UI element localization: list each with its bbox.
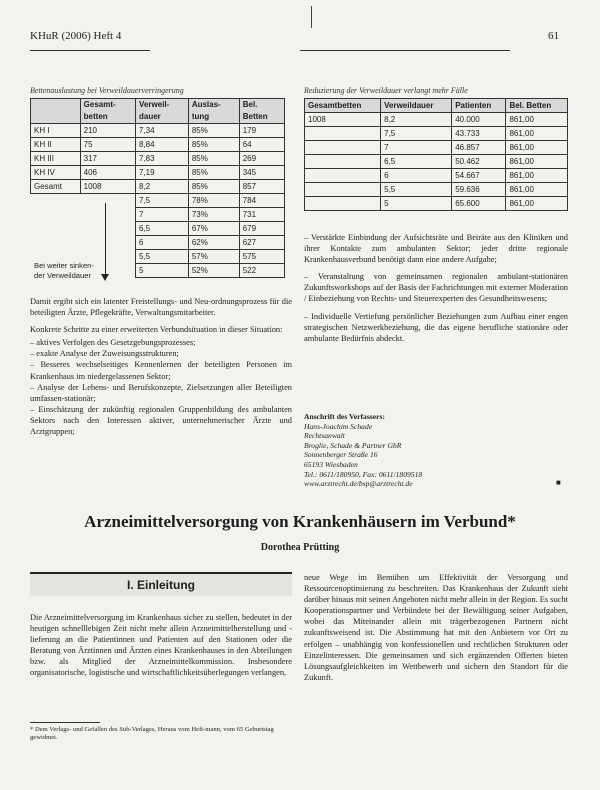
table-cell: 75 — [80, 138, 135, 152]
table-cell: 861,00 — [506, 141, 568, 155]
table-cell: 59.636 — [452, 183, 506, 197]
address-line: Sonnenberger Straße 16 — [304, 450, 378, 460]
table-cell: 40.000 — [452, 113, 506, 127]
list-item: – aktives Verfolgen des Gesetzgebungsprozesses; — [30, 338, 196, 348]
table-cell: 54.667 — [452, 169, 506, 183]
table-cell: 861,00 — [506, 169, 568, 183]
table-cell: Gesamt — [31, 180, 81, 194]
table-cell: 85% — [188, 124, 239, 138]
list-item: – Analyse der Lebens- und Berufskonzepte, Zielsetzungen aller Beteiligten umfassen-stationär; — [30, 382, 292, 403]
column-header: Auslas- tung — [188, 99, 239, 124]
table-cell: 1008 — [305, 113, 381, 127]
upper-left-column — [30, 296, 292, 437]
header-rule-left — [30, 50, 150, 51]
table-cell — [80, 236, 135, 250]
table-cell: 5,5 — [381, 183, 452, 197]
table-cell: 50.462 — [452, 155, 506, 169]
table-cell: 67% — [188, 222, 239, 236]
table-cell: 6,5 — [381, 155, 452, 169]
table-cell: 8,84 — [135, 138, 188, 152]
column-header: Patienten — [452, 99, 506, 113]
table-cell: 522 — [239, 264, 284, 278]
table-cell: 784 — [239, 194, 284, 208]
paragraph: – Veranstaltung von gemeinsamen regionalen ambulant-stationären Zukunftsworkshops auf der Basis der Fachrichtungen mit externer Moderation / Einbeziehung von Rechts- und Steuerexperten des Gesundheitswesens; — [304, 272, 568, 304]
table-cell: KH I — [31, 124, 81, 138]
table-cell: 5 — [135, 264, 188, 278]
paragraph: – Verstärkte Einbindung der Aufsichtsräte und Beiräte aus den Kliniken und ihrer Kontakte zum ambulanten Sektor; jeder dritte regionale Krankenhausverbund benötigt dann eine andere Aufgabe; — [304, 233, 568, 265]
table-cell — [31, 194, 81, 208]
table-cell — [305, 141, 381, 155]
table-cell: 1008 — [80, 180, 135, 194]
column-header — [31, 99, 81, 124]
table-cell — [80, 194, 135, 208]
table-cell — [305, 197, 381, 211]
table-cell: KH IV — [31, 166, 81, 180]
table-cell: 85% — [188, 138, 239, 152]
column-header: Gesamt- betten — [80, 99, 135, 124]
table-cell — [31, 222, 81, 236]
table-cell: 861,00 — [506, 197, 568, 211]
address-line: Rechtsanwalt — [304, 431, 345, 441]
faelle-table — [304, 98, 568, 211]
table-cell: 6 — [381, 169, 452, 183]
table-cell: 179 — [239, 124, 284, 138]
table-cell: 8,2 — [381, 113, 452, 127]
table-cell: 85% — [188, 152, 239, 166]
table-row — [31, 166, 285, 180]
header-rule-right — [300, 50, 510, 51]
table-cell: 345 — [239, 166, 284, 180]
table-cell: 8,2 — [135, 180, 188, 194]
address-line: www.arztrecht.de/bsp@arztrecht.de — [304, 479, 413, 489]
table-cell: 317 — [80, 152, 135, 166]
table-cell: 78% — [188, 194, 239, 208]
table-cell: 861,00 — [506, 113, 568, 127]
table-row — [31, 180, 285, 194]
table-cell: 575 — [239, 250, 284, 264]
column-header: Verweildauer — [381, 99, 452, 113]
list-item: – Einschätzung der zukünftig regionalen Gruppenbildung des ambulanten Sektors nach den Interessen aktiver, unternehmerischer Ärzte und Arztgruppen; — [30, 404, 292, 437]
upper-right-column — [304, 232, 568, 350]
table-cell: KH III — [31, 152, 81, 166]
table-cell: 857 — [239, 180, 284, 194]
table-cell — [305, 169, 381, 183]
address-line: 65193 Wiesbaden — [304, 459, 358, 469]
table-cell: 7 — [381, 141, 452, 155]
table-cell: 6 — [135, 236, 188, 250]
paragraph: Damit ergibt sich ein latenter Freistellungs- und Neu-ordnungsprozess für die beteiligten Ärzte, Pflegekräfte, Verwaltungsmitarbeiter. — [30, 297, 292, 318]
table-cell: 7 — [135, 208, 188, 222]
table-cell: KH II — [31, 138, 81, 152]
address-line: Tel.: 0611/180950, Fax: 0611/1809518 — [304, 469, 423, 479]
table-note: Bei weiter sinken- der Verweildauer — [34, 261, 94, 280]
table-row — [305, 197, 568, 211]
table-cell: 210 — [80, 124, 135, 138]
table-row — [31, 222, 285, 236]
list-item: – exakte Analyse der Zuweisungsstrukturen; — [30, 349, 179, 359]
table-cell: 6,5 — [135, 222, 188, 236]
table-cell — [305, 155, 381, 169]
table-row — [305, 127, 568, 141]
table-cell: 7,5 — [135, 194, 188, 208]
table-row — [305, 141, 568, 155]
table-row — [305, 155, 568, 169]
table-cell: 46.857 — [452, 141, 506, 155]
table-row — [31, 236, 285, 250]
table-cell: 52% — [188, 264, 239, 278]
article-left-column: Die Arzneimittelversorgung im Krankenhaus sicher zu stellen, bedeutet in der heutigen schnelllebigen Zeit nicht mehr allein Arzneimittelherstellung und -lieferung an die Patientinnen und Patienten auf den Stationen oder die Beratung von Ärztinnen und Ärzten eines Krankenhauses in den Abteilungen bzw. als Mitglied der Arzneimittelkommission. Insbesondere organisatorische, logistische und wirtschaftlichkeitsüberlegungen verlangen, — [30, 613, 292, 678]
table-cell: 627 — [239, 236, 284, 250]
article-right-column: neue Wege im Bemühen um Effektivität der Versorgung und Ressourcenoptimierung zu beschreiten. Das Krankenhaus der Zukunft sieht darüber hinaus mit seinen Angeboten nicht mehr allein in der Region. Es sucht Kooperationspartner und Verbündete bei der Bewältigung seiner Aufgaben, wobei das Miteinander allein mit trägerbezogenen Partnern nicht zukunftsweisend ist. Die Abstimmung hat mit den Anbietern vor Ort zu erfolgen – unabhängig von konfessionellen und rechtlichen Strukturen oder Einzelinteressen. Die gemeinsamen und sich ergänzenden Offerten bieten Lösungsaufgleichkeiten im Wettbewerb und sichern den Standort für die Zukunft. — [304, 573, 568, 682]
scan-mark — [311, 6, 312, 28]
section-heading: I. Einleitung — [30, 572, 292, 596]
table-row — [31, 152, 285, 166]
table-cell — [80, 222, 135, 236]
table-cell: 7,34 — [135, 124, 188, 138]
verweildauer-table — [30, 98, 285, 278]
table-cell: 269 — [239, 152, 284, 166]
table-cell: 861,00 — [506, 183, 568, 197]
table-cell: 731 — [239, 208, 284, 222]
table-cell: 406 — [80, 166, 135, 180]
table-cell: 43.733 — [452, 127, 506, 141]
table-cell: 7,83 — [135, 152, 188, 166]
table-row — [31, 194, 285, 208]
article-title: Arzneimittelversorgung von Krankenhäusern im Verbund* — [84, 512, 516, 531]
paragraph: – Individuelle Vertiefung persönlicher Beziehungen zum Aufbau einer engen strategischen Netzwerkbeziehung, die das eigene berufliche stationäre oder ambulante Bedürfnis abdeckt. — [304, 311, 568, 343]
table-cell — [31, 208, 81, 222]
table-cell — [80, 208, 135, 222]
list-item: – Besseres wechselseitiges Kennenlernen der beteiligten Personen im Krankenhaus im niedergelassenen Sektor; — [30, 360, 292, 381]
table-cell: 679 — [239, 222, 284, 236]
table-cell — [305, 183, 381, 197]
table-cell: 57% — [188, 250, 239, 264]
table-cell: 7,19 — [135, 166, 188, 180]
table-cell: 7,5 — [381, 127, 452, 141]
footnote: * Dem Verlags- und Gefallen des Sub-Verlages, Heraus vom Heft-mann, vom 65 Geburtstag gewidmet. — [30, 726, 274, 741]
table-row — [31, 138, 285, 152]
journal-header: KHuR (2006) Heft 4 — [30, 30, 122, 42]
address-line: Hans-Joachim Schade — [304, 421, 373, 431]
table-cell: 861,00 — [506, 155, 568, 169]
table-right-caption: Reduzierung der Verweildauer verlangt mehr Fälle — [304, 86, 468, 95]
table-cell: 73% — [188, 208, 239, 222]
table-row — [31, 124, 285, 138]
column-header: Bel. Betten — [239, 99, 284, 124]
address-label: Anschrift des Verfassers: — [304, 412, 385, 421]
arrow-shaft — [105, 203, 106, 276]
column-header: Verweil- dauer — [135, 99, 188, 124]
table-row — [305, 183, 568, 197]
column-header: Bel. Betten — [506, 99, 568, 113]
arrow-down-icon — [101, 274, 109, 281]
column-header: Gesamtbetten — [305, 99, 381, 113]
table-cell: 5,5 — [135, 250, 188, 264]
table-cell: 65.600 — [452, 197, 506, 211]
page-number: 61 — [548, 30, 559, 42]
table-cell — [31, 236, 81, 250]
table-cell: 62% — [188, 236, 239, 250]
table-cell — [305, 127, 381, 141]
address-line: Broglie, Schade & Partner GbR — [304, 440, 402, 450]
end-mark-icon: ■ — [556, 478, 561, 487]
table-left-caption: Bettenauslastung bei Verweildauerverringerung — [30, 86, 184, 95]
author-address — [304, 412, 568, 489]
paragraph: Konkrete Schritte zu einer erweiterten Verbundsituation in dieser Situation: — [30, 325, 283, 335]
table-row — [305, 169, 568, 183]
table-row — [305, 113, 568, 127]
article-author: Dorothea Prütting — [260, 542, 340, 553]
table-row — [31, 208, 285, 222]
table-cell: 64 — [239, 138, 284, 152]
table-cell: 861,00 — [506, 127, 568, 141]
bullet-list — [30, 337, 292, 437]
table-cell: 5 — [381, 197, 452, 211]
table-cell: 85% — [188, 180, 239, 194]
table-cell: 85% — [188, 166, 239, 180]
footnote-rule — [30, 722, 100, 723]
